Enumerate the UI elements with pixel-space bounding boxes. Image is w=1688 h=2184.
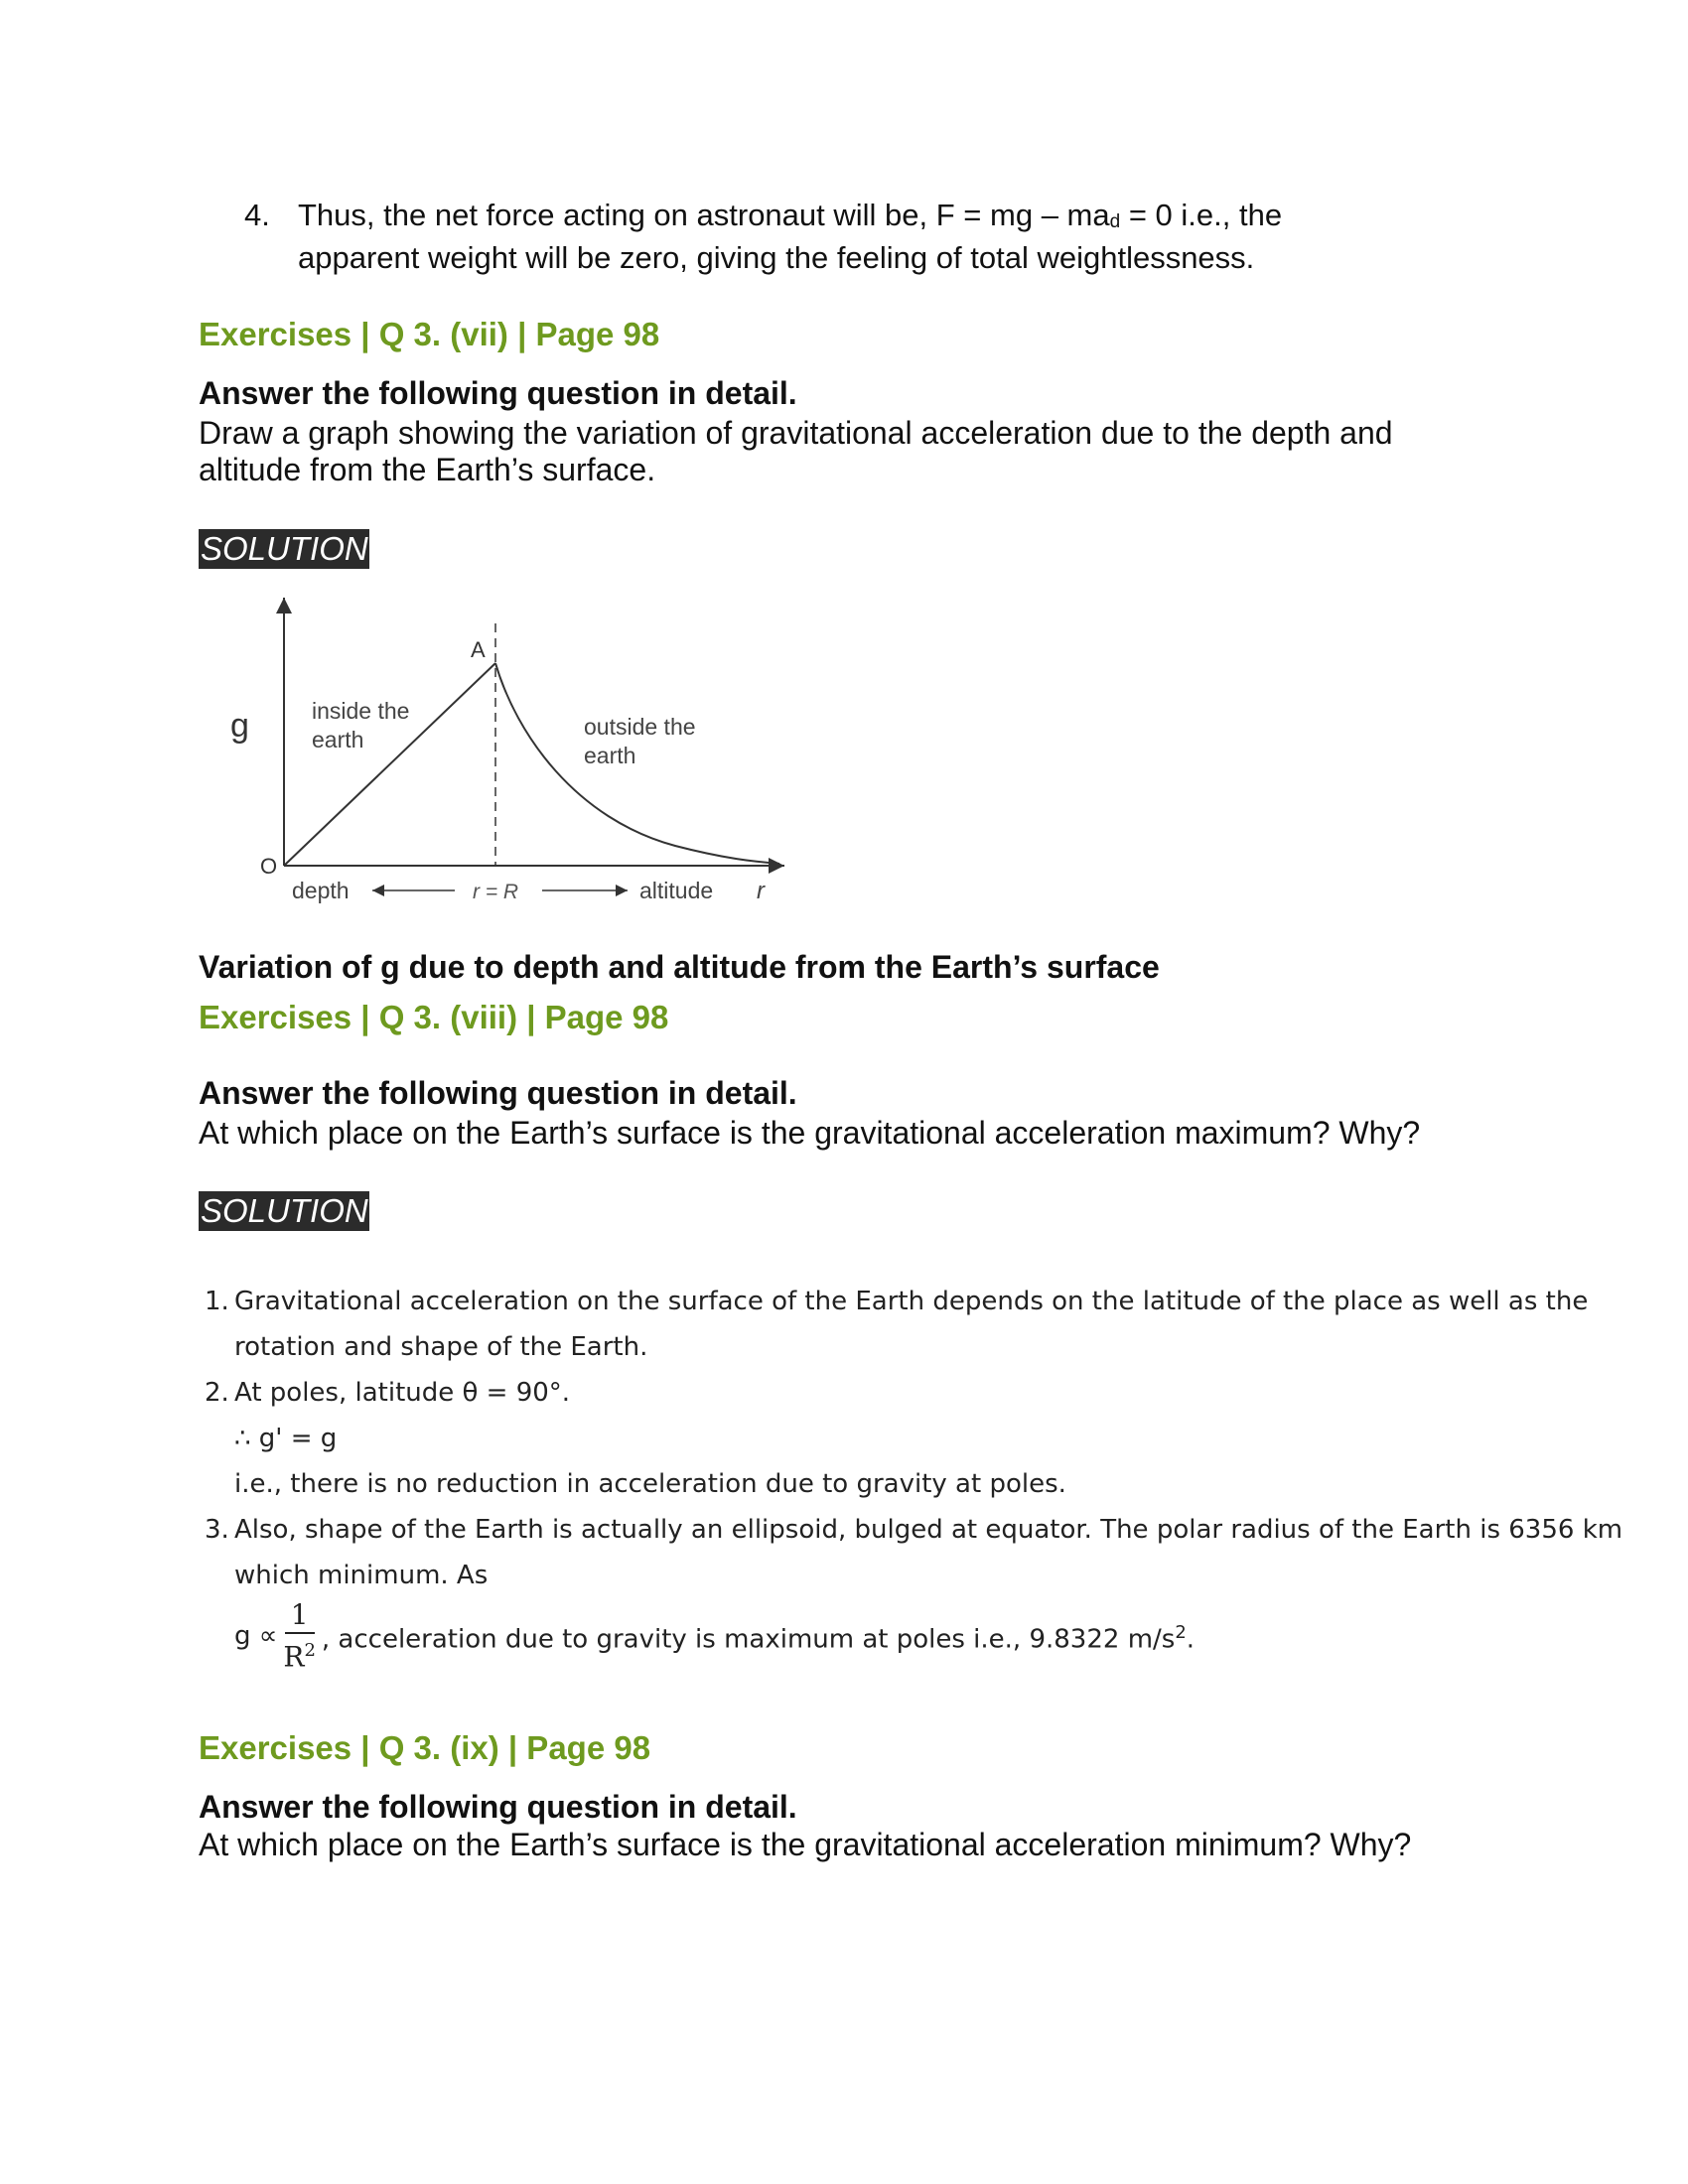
conclusion-text: , acceleration due to gravity is maximum at poles i.e., 9.8322 m/s <box>321 1624 1176 1655</box>
solution-point-2 <box>205 1370 1654 1507</box>
outside-label-2: earth <box>584 743 636 768</box>
unit-exponent: 2 <box>1175 1621 1187 1643</box>
formula-g: g ∝ <box>234 1621 278 1652</box>
subscript-d: d <box>1109 211 1121 232</box>
origin-label: O <box>260 854 278 879</box>
question-instruction: Answer the following question in detail. <box>199 1075 797 1111</box>
denominator-base: R <box>283 1640 305 1674</box>
item-text <box>298 197 1440 277</box>
question-heading: Exercises | Q 3. (viii) | Page 98 <box>199 999 669 1035</box>
point-text: At poles, latitude θ = 90°. <box>234 1378 571 1408</box>
item-line-1-start: Thus, the net force acting on astronaut will be, F = mg – ma <box>298 198 1110 232</box>
x-altitude-label: altitude <box>639 878 714 903</box>
question-text: At which place on the Earth’s surface is the gravitational acceleration minimum? Why? <box>199 1827 1412 1862</box>
item-number: 4. <box>244 198 270 232</box>
x-r-label: r <box>757 878 765 904</box>
point-number: 1. <box>205 1287 229 1316</box>
solution-list <box>205 1279 1654 1674</box>
x-depth-label: depth <box>292 878 350 903</box>
point-equation: ∴ g' = g <box>234 1424 338 1453</box>
solution-label: SOLUTION <box>201 1192 368 1229</box>
item-line-1 <box>298 197 1440 239</box>
denominator-exponent: 2 <box>304 1640 316 1661</box>
point-number: 2. <box>205 1378 229 1408</box>
fraction-numerator: 1 <box>285 1598 315 1634</box>
conclusion-end: . <box>1186 1624 1196 1655</box>
point-number: 3. <box>205 1515 229 1545</box>
inside-label-1: inside the <box>312 698 410 724</box>
question-text: Draw a graph showing the variation of gravitational acceleration due to the depth and altitude from the Earth’s surface. <box>199 415 1393 487</box>
solution-label: SOLUTION <box>201 530 368 567</box>
item-line-1-end: = 0 i.e., the <box>1120 198 1283 232</box>
x-mid-label: r = R <box>473 881 519 903</box>
question-instruction: Answer the following question in detail. <box>199 1789 797 1825</box>
fraction <box>283 1598 316 1674</box>
point-text: Also, shape of the Earth is actually an ellipsoid, bulged at equator. The polar radius of the Earth is 6356 km which minimum. As <box>234 1515 1623 1590</box>
point-text: Gravitational acceleration on the surface of the Earth depends on the latitude of the place as well as the rotation and shape of the Earth. <box>234 1287 1589 1362</box>
question-heading: Exercises | Q 3. (vii) | Page 98 <box>199 316 660 352</box>
outside-earth-curve <box>495 663 779 864</box>
inside-label-2: earth <box>312 727 364 752</box>
solution-point-3 <box>205 1507 1654 1674</box>
formula-conclusion <box>322 1610 1195 1663</box>
point-note: i.e., there is no reduction in acceleration due to gravity at poles. <box>234 1469 1066 1499</box>
solution-point-1 <box>205 1279 1654 1370</box>
fraction-denominator <box>283 1634 316 1674</box>
inside-earth-line <box>284 663 495 866</box>
proportionality-formula <box>234 1598 1195 1674</box>
graph-caption: Variation of g due to depth and altitude from the Earth’s surface <box>199 949 1160 985</box>
peak-label: A <box>471 637 486 662</box>
item-line-2: apparent weight will be zero, giving the feeling of total weightlessness. <box>298 240 1255 275</box>
g-variation-graph <box>199 586 814 913</box>
question-heading: Exercises | Q 3. (ix) | Page 98 <box>199 1729 651 1766</box>
outside-label-1: outside the <box>584 714 696 740</box>
question-text: At which place on the Earth’s surface is the gravitational acceleration maximum? Why? <box>199 1115 1421 1151</box>
question-instruction: Answer the following question in detail. <box>199 375 797 411</box>
y-axis-label: g <box>230 707 249 745</box>
